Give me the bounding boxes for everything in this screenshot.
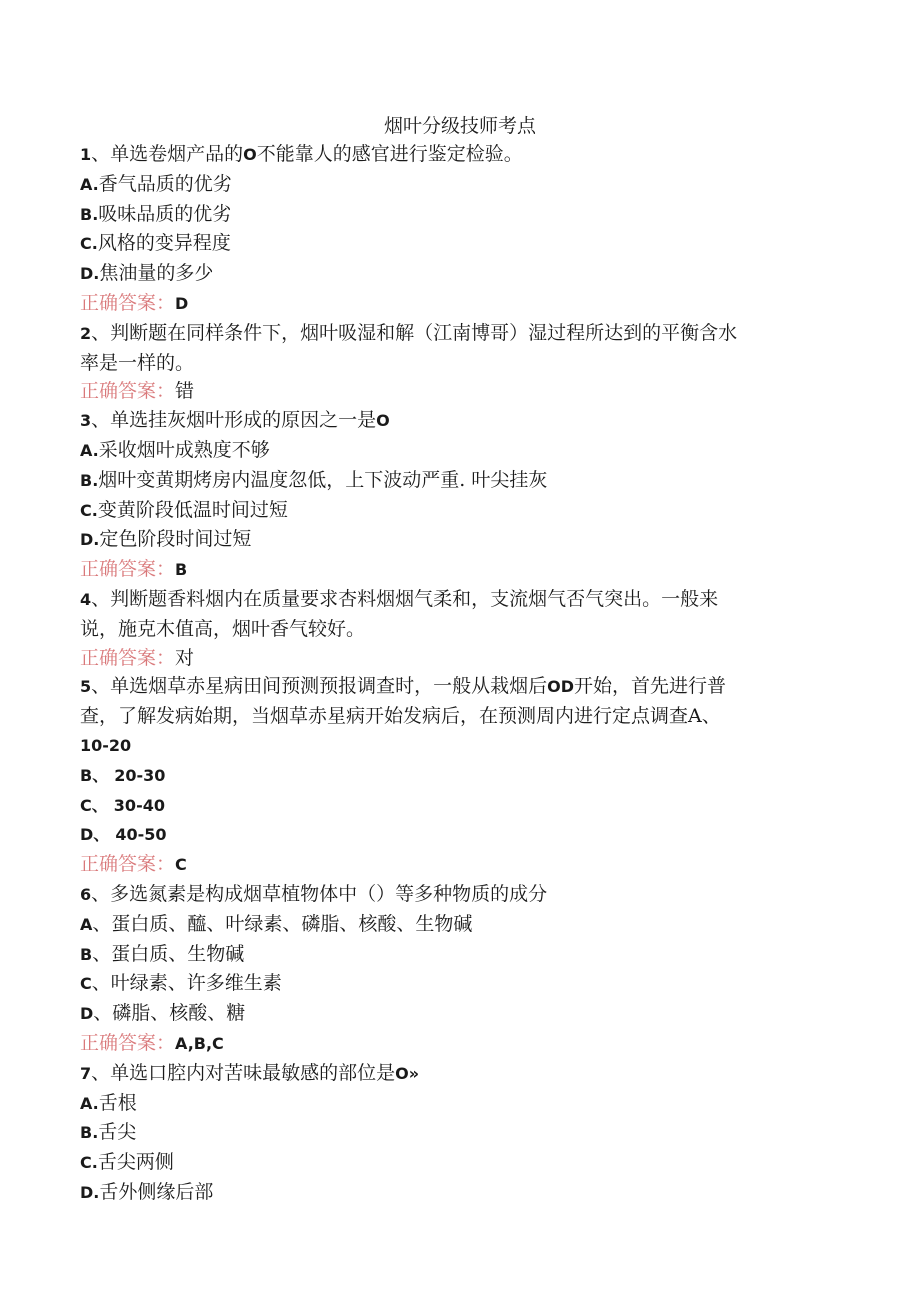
option-key: B. [80, 470, 99, 490]
option-text: 吸味品质的优劣 [98, 202, 232, 225]
question-number: 4 [80, 589, 92, 609]
option-text: 变黄阶段低温时间过短 [97, 498, 288, 521]
answer-line [80, 555, 840, 585]
option-key: B. [80, 1123, 99, 1143]
option-text: 舌尖两侧 [97, 1151, 174, 1174]
blank-mark: OD [547, 677, 575, 697]
answer-line [80, 644, 840, 673]
question-list [80, 140, 840, 1208]
question-5-continued: 查，了解发病始期，当烟草赤星病开始发病后，在预测周内进行定点调查A、 [80, 705, 721, 728]
option-text: 采收烟叶成熟度不够 [98, 438, 270, 461]
option-key: A. [80, 174, 99, 194]
question-number: 1 [80, 145, 92, 164]
option-text: 风格的变异程度 [97, 232, 231, 255]
option-text: 40-50 [115, 825, 167, 845]
option-text: 烟叶变黄期烤房内温度忽低，上下波动严重. 叶尖挂灰 [98, 468, 548, 491]
option-key: D [80, 1004, 94, 1024]
option-key: B、 [80, 765, 109, 785]
option-text: 香气品质的优劣 [98, 172, 232, 195]
option-key: C. [80, 500, 98, 520]
answer-line [80, 850, 840, 880]
question-text: 不能靠人的感官进行鉴定检验。 [256, 143, 523, 165]
option-a [80, 1089, 840, 1119]
question-text: 、单选卷烟产品的 [91, 143, 244, 165]
option-d [80, 999, 840, 1029]
option-d [80, 259, 840, 289]
question-6 [80, 880, 840, 910]
answer-label: 正确答案： [80, 646, 176, 669]
question-text: 、判断题香料烟内在质量要求杏料烟烟气柔和，支流烟气否气突出。一般来 [91, 587, 719, 610]
answer-line [80, 289, 840, 319]
option-c [80, 1148, 840, 1178]
option-text: 定色阶段时间过短 [99, 528, 252, 551]
option-d [80, 820, 840, 850]
answer-value: C [175, 855, 187, 875]
question-number: 5 [80, 677, 92, 697]
question-5 [80, 672, 840, 702]
answer-value: A,B,C [175, 1033, 224, 1053]
option-b [80, 200, 840, 230]
answer-line [80, 1029, 840, 1059]
option-text: 舌根 [98, 1091, 137, 1114]
question-2-continued: 率是一样的。 [80, 351, 195, 374]
question-number: 7 [80, 1063, 92, 1083]
question-text: 、多选氮素是构成烟草植物体中（）等多种物质的成分 [91, 882, 548, 905]
option-text: 焦油量的多少 [99, 262, 214, 285]
option-b [80, 1118, 840, 1148]
document-title: 烟叶分级技师考点 [383, 115, 536, 137]
option-text: 10-20 [80, 735, 132, 755]
question-text: 、单选烟草赤星病田间预测预报调查时，一般从栽烟后 [91, 675, 548, 698]
option-key: B [80, 944, 93, 964]
answer-value: 错 [175, 380, 195, 403]
option-b [80, 761, 840, 791]
option-b [80, 466, 840, 496]
option-text: 30-40 [113, 795, 165, 815]
option-key: A. [80, 1093, 99, 1113]
question-text: 、判断题在同样条件下，烟叶吸湿和解（江南博哥）湿过程所达到的平衡含水 [91, 321, 738, 344]
question-number: 2 [80, 323, 92, 343]
option-a [80, 436, 840, 466]
option-key: C. [80, 1153, 98, 1173]
option-key: C. [80, 234, 98, 254]
question-4-continued: 说，施克木值高，烟叶香气较好。 [80, 617, 366, 640]
option-key: B. [80, 204, 99, 224]
blank-mark: O [243, 145, 257, 164]
answer-label: 正确答案： [80, 558, 176, 581]
option-a [80, 910, 840, 940]
option-key: D. [80, 530, 100, 550]
option-text: 、蛋白质、生物碱 [92, 942, 245, 965]
question-text: 开始，首先进行普 [574, 675, 727, 698]
option-d [80, 1178, 840, 1208]
option-c [80, 791, 840, 821]
answer-label: 正确答案： [80, 291, 176, 314]
question-4 [80, 585, 840, 615]
question-2 [80, 319, 840, 349]
option-key: D、 [80, 825, 110, 845]
question-text: 、单选口腔内对苦味最敏感的部位是 [91, 1061, 396, 1084]
option-text: 、蛋白质、醯、叶绿素、磷脂、核酸、生物碱 [92, 912, 473, 935]
option-text: 20-30 [114, 765, 166, 785]
option-key: C、 [80, 795, 108, 815]
blank-mark: O [376, 411, 390, 431]
answer-line [80, 377, 840, 406]
question-number: 3 [80, 411, 92, 431]
option-key: D. [80, 264, 100, 284]
option-c [80, 496, 840, 526]
answer-label: 正确答案： [80, 853, 176, 876]
answer-label: 正确答案： [80, 1031, 176, 1054]
option-a [80, 731, 840, 761]
option-key: D. [80, 1182, 100, 1202]
option-c [80, 229, 840, 259]
blank-mark: O» [395, 1063, 420, 1083]
answer-value: D [175, 293, 189, 313]
question-3 [80, 406, 840, 436]
question-1 [80, 140, 840, 170]
option-text: 舌尖 [98, 1121, 137, 1144]
option-key: C [80, 974, 92, 994]
option-text: 、磷脂、核酸、糖 [93, 1002, 246, 1025]
answer-value: B [175, 560, 188, 580]
option-text: 舌外侧缘后部 [99, 1180, 214, 1203]
question-text: 、单选挂灰烟叶形成的原因之一是 [91, 409, 377, 432]
option-key: A. [80, 440, 99, 460]
answer-value: 对 [175, 646, 195, 669]
option-text: 、叶绿素、许多维生素 [91, 972, 282, 995]
option-a [80, 170, 840, 200]
option-b [80, 940, 840, 970]
option-key: A [80, 914, 93, 934]
option-d [80, 525, 840, 555]
question-number: 6 [80, 884, 92, 904]
question-7 [80, 1059, 840, 1089]
answer-label: 正确答案： [80, 380, 176, 403]
option-c [80, 969, 840, 999]
